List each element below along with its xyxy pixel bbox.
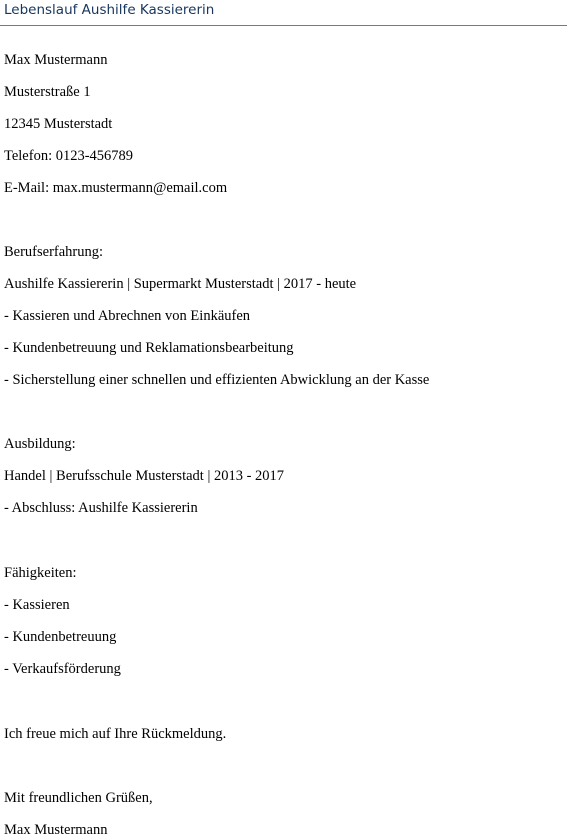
experience-item: - Kassieren und Abrechnen von Einkäufen	[4, 308, 251, 324]
contact-city: 12345 Musterstadt	[4, 116, 113, 132]
document-title: Lebenslauf Aushilfe Kassiererin	[4, 2, 215, 18]
contact-phone: Telefon: 0123-456789	[4, 148, 134, 164]
skills-item: - Verkaufsförderung	[4, 661, 121, 677]
skills-item: - Kundenbetreuung	[4, 629, 117, 645]
contact-street: Musterstraße 1	[4, 84, 91, 100]
skills-heading: Fähigkeiten:	[4, 565, 77, 581]
closing-signature: Max Mustermann	[4, 822, 108, 838]
skills-item: - Kassieren	[4, 597, 70, 613]
experience-item: - Kundenbetreuung und Reklamationsbearbeitung	[4, 340, 294, 356]
experience-item: - Sicherstellung einer schnellen und effizienten Abwicklung an der Kasse	[4, 372, 430, 388]
closing-line: Ich freue mich auf Ihre Rückmeldung.	[4, 726, 227, 742]
contact-name: Max Mustermann	[4, 52, 108, 68]
experience-heading: Berufserfahrung:	[4, 244, 104, 260]
education-heading: Ausbildung:	[4, 436, 76, 452]
closing-greeting: Mit freundlichen Grüßen,	[4, 790, 153, 806]
education-item: - Abschluss: Aushilfe Kassiererin	[4, 500, 198, 516]
contact-email: E-Mail: max.mustermann@email.com	[4, 180, 228, 196]
document-header	[0, 0, 567, 26]
experience-position: Aushilfe Kassiererin | Supermarkt Musterstadt | 2017 - heute	[4, 276, 357, 292]
education-entry: Handel | Berufsschule Musterstadt | 2013 - 2017	[4, 468, 285, 484]
